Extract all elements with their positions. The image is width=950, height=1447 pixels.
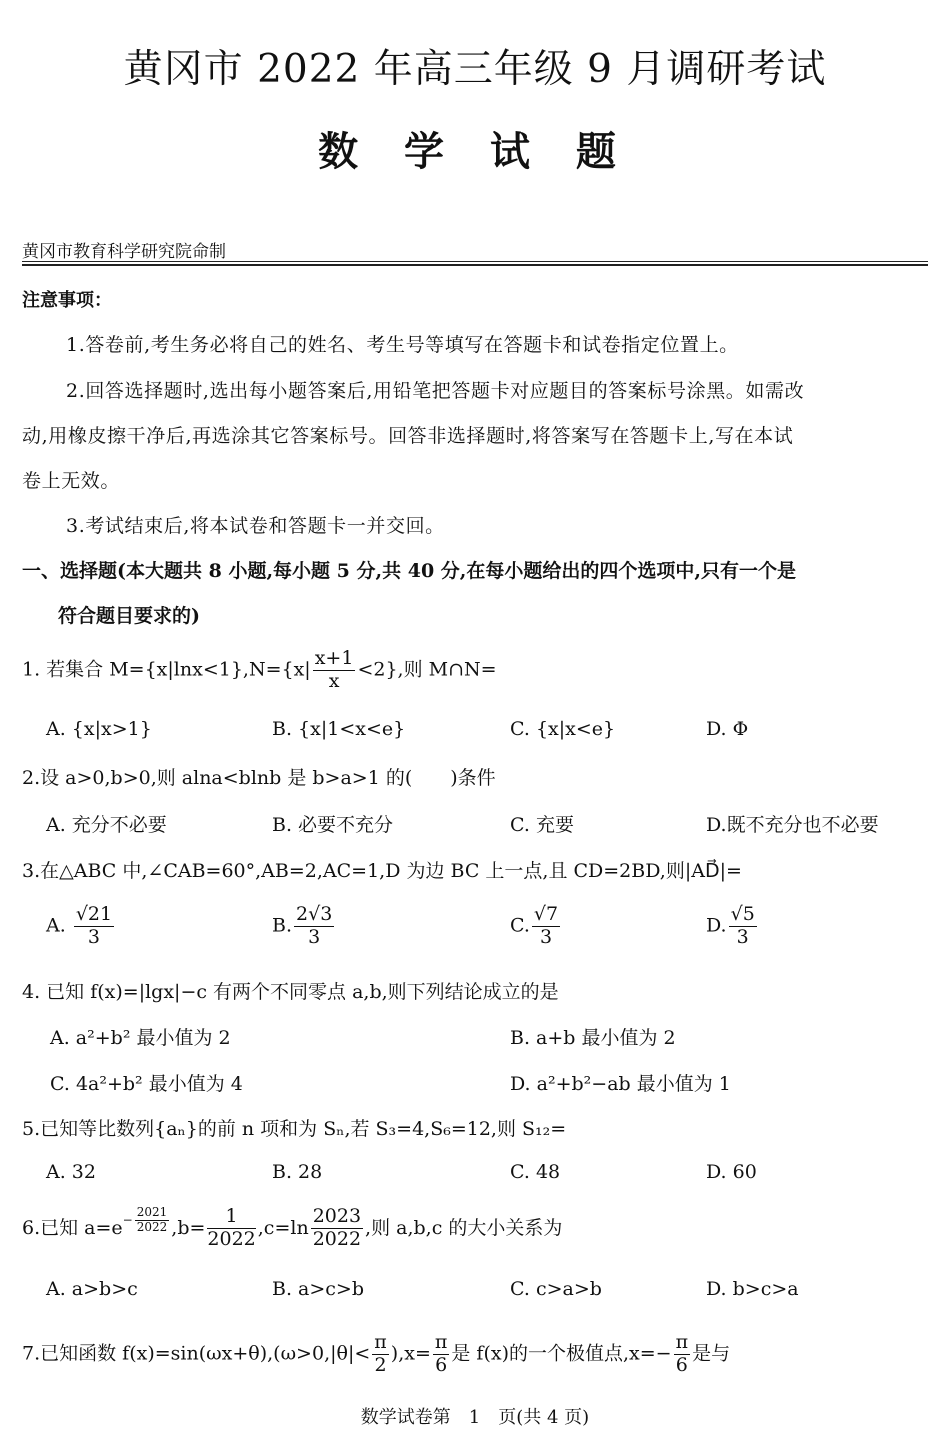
q6-option-c: C. c>a>b	[510, 1278, 602, 1300]
q6-exponent-numerator: 2021	[136, 1205, 168, 1219]
q7-fraction-2-denominator: 6	[435, 1353, 448, 1376]
q3-option-b-numerator: 2√3	[296, 903, 333, 925]
q7-fraction-1-denominator: 2	[374, 1353, 387, 1376]
notice-item-3: 3.考试结束后,将本试卷和答题卡一并交回。	[66, 515, 445, 537]
q1-fraction-denominator: x	[328, 669, 340, 692]
q1-fraction-numerator: x+1	[314, 647, 354, 669]
q1-stem-post: <2},则 M∩N=	[357, 658, 497, 681]
q7-stem-part4: 是与	[692, 1342, 731, 1365]
q3-option-b-denominator: 3	[308, 925, 321, 948]
q3-option-a-numerator: √21	[75, 903, 113, 925]
q6-c-denominator: 2022	[312, 1228, 362, 1251]
exam-title: 黄冈市 2022 年高三年级 9 月调研考试	[123, 47, 827, 92]
q1-fraction	[313, 648, 356, 693]
q6-stem-part1: 6.已知 a=e	[22, 1216, 123, 1239]
q4-option-c: C. 4a²+b² 最小值为 4	[50, 1073, 243, 1095]
question-7	[22, 1332, 730, 1377]
question-3: 3.在△ABC 中,∠CAB=60°,AB=2,AC=1,D 为边 BC 上一点,且 CD=2BD,则|AD⃗|=	[22, 860, 742, 882]
q5-option-a: A. 32	[46, 1161, 96, 1183]
notice-item-1: 1.答卷前,考生务必将自己的姓名、考生号等填写在答题卡和试卷指定位置上。	[66, 334, 739, 356]
q3-option-b-label: B.	[272, 914, 293, 937]
q3-option-b	[272, 904, 336, 949]
q7-fraction-2-numerator: π	[434, 1331, 448, 1353]
question-1	[22, 648, 497, 693]
q1-option-b: B. {x|1<x<e}	[272, 718, 406, 740]
q3-option-c-fraction	[532, 904, 560, 949]
q3-option-c	[510, 904, 562, 949]
q6-stem-part4: ,则 a,b,c 的大小关系为	[365, 1216, 563, 1239]
q6-option-d: D. b>c>a	[706, 1278, 799, 1300]
q5-option-d: D. 60	[706, 1161, 757, 1183]
q6-c-fraction	[311, 1206, 363, 1251]
q3-option-b-fraction	[294, 904, 334, 949]
section-heading: 一、选择题(本大题共 8 小题,每小题 5 分,共 40 分,在每小题给出的四个选项中,只有一个是	[22, 560, 797, 582]
q1-stem-pre: 1. 若集合 M={x|lnx<1},N={x|	[22, 658, 311, 681]
q2-option-a: A. 充分不必要	[46, 814, 167, 836]
header-rule-thick	[22, 264, 928, 266]
q4-option-a: A. a²+b² 最小值为 2	[50, 1027, 231, 1049]
q3-option-d-fraction	[729, 904, 757, 949]
q3-option-d-denominator: 3	[736, 925, 749, 948]
q7-stem-part2: ),x=	[390, 1342, 431, 1365]
question-5: 5.已知等比数列{aₙ}的前 n 项和为 Sₙ,若 S₃=4,S₆=12,则 S₁₂=	[22, 1118, 567, 1140]
q3-option-a	[46, 904, 116, 949]
issuing-organization: 黄冈市教育科学研究院命制	[22, 242, 226, 262]
q7-fraction-3	[674, 1332, 691, 1377]
notice-title: 注意事项：	[22, 290, 112, 311]
q4-option-d: D. a²+b²−ab 最小值为 1	[510, 1073, 731, 1095]
q6-b-denominator: 2022	[207, 1228, 256, 1251]
q7-stem-part1: 7.已知函数 f(x)=sin(ωx+θ),(ω>0,|θ|<	[22, 1342, 371, 1365]
q3-option-d-label: D.	[706, 914, 727, 937]
q7-fraction-1	[372, 1332, 389, 1377]
q6-stem-part3: ,c=ln	[257, 1216, 309, 1239]
question-2: 2.设 a>0,b>0,则 alna<blnb 是 b>a>1 的( )条件	[22, 767, 496, 789]
q4-option-b: B. a+b 最小值为 2	[510, 1027, 676, 1049]
q2-option-d: D.既不充分也不必要	[706, 814, 879, 836]
q6-option-a: A. a>b>c	[46, 1278, 138, 1300]
q1-option-c: C. {x|x<e}	[510, 718, 616, 740]
q6-option-b: B. a>c>b	[272, 1278, 365, 1300]
exam-subtitle: 数 学 试 题	[318, 128, 632, 175]
page-footer: 数学试卷第 1 页(共 4 页)	[360, 1407, 590, 1428]
q6-stem-part2: ,b=	[171, 1216, 206, 1239]
q3-option-a-label: A.	[46, 914, 66, 937]
question-6	[22, 1206, 562, 1251]
q2-option-c: C. 充要	[510, 814, 574, 836]
q1-option-d: D. Φ	[706, 718, 749, 740]
question-4: 4. 已知 f(x)=|lgx|−c 有两个不同零点 a,b,则下列结论成立的是	[22, 981, 559, 1003]
q5-option-c: C. 48	[510, 1161, 561, 1183]
q7-fraction-1-numerator: π	[374, 1331, 387, 1353]
q2-option-b: B. 必要不充分	[272, 814, 394, 836]
notice-item-2-cont2: 卷上无效。	[22, 470, 121, 492]
q1-option-a: A. {x|x>1}	[46, 718, 152, 740]
header-rule-thin	[22, 261, 928, 262]
q3-option-a-fraction	[74, 904, 114, 949]
q6-exponent-fraction	[135, 1206, 170, 1235]
q3-option-c-label: C.	[510, 914, 530, 937]
q7-fraction-3-numerator: π	[675, 1331, 689, 1353]
q7-fraction-2	[433, 1332, 450, 1377]
section-heading-cont: 符合题目要求的)	[58, 605, 200, 627]
q6-b-numerator: 1	[207, 1206, 255, 1229]
q3-option-c-denominator: 3	[539, 925, 553, 948]
q3-option-a-denominator: 3	[87, 925, 100, 948]
q5-option-b: B. 28	[272, 1161, 323, 1183]
q3-option-c-numerator: √7	[533, 903, 559, 925]
q7-stem-part3: 是 f(x)的一个极值点,x=−	[451, 1342, 672, 1365]
q6-exponent-denominator: 2022	[136, 1219, 168, 1234]
q7-fraction-3-denominator: 6	[675, 1353, 688, 1376]
notice-item-2-cont: 动,用橡皮擦干净后,再选涂其它答案标号。回答非选择题时,将答案写在答题卡上,写在本试	[22, 425, 794, 447]
q6-c-numerator: 2023	[312, 1205, 362, 1228]
q3-option-d	[706, 904, 759, 949]
q6-b-fraction	[207, 1206, 255, 1251]
q6-exponent: − 2021 2022	[122, 1205, 168, 1234]
notice-item-2: 2.回答选择题时,选出每小题答案后,用铅笔把答题卡对应题目的答案标号涂黑。如需改	[66, 380, 805, 402]
q3-option-d-numerator: √5	[730, 903, 755, 925]
